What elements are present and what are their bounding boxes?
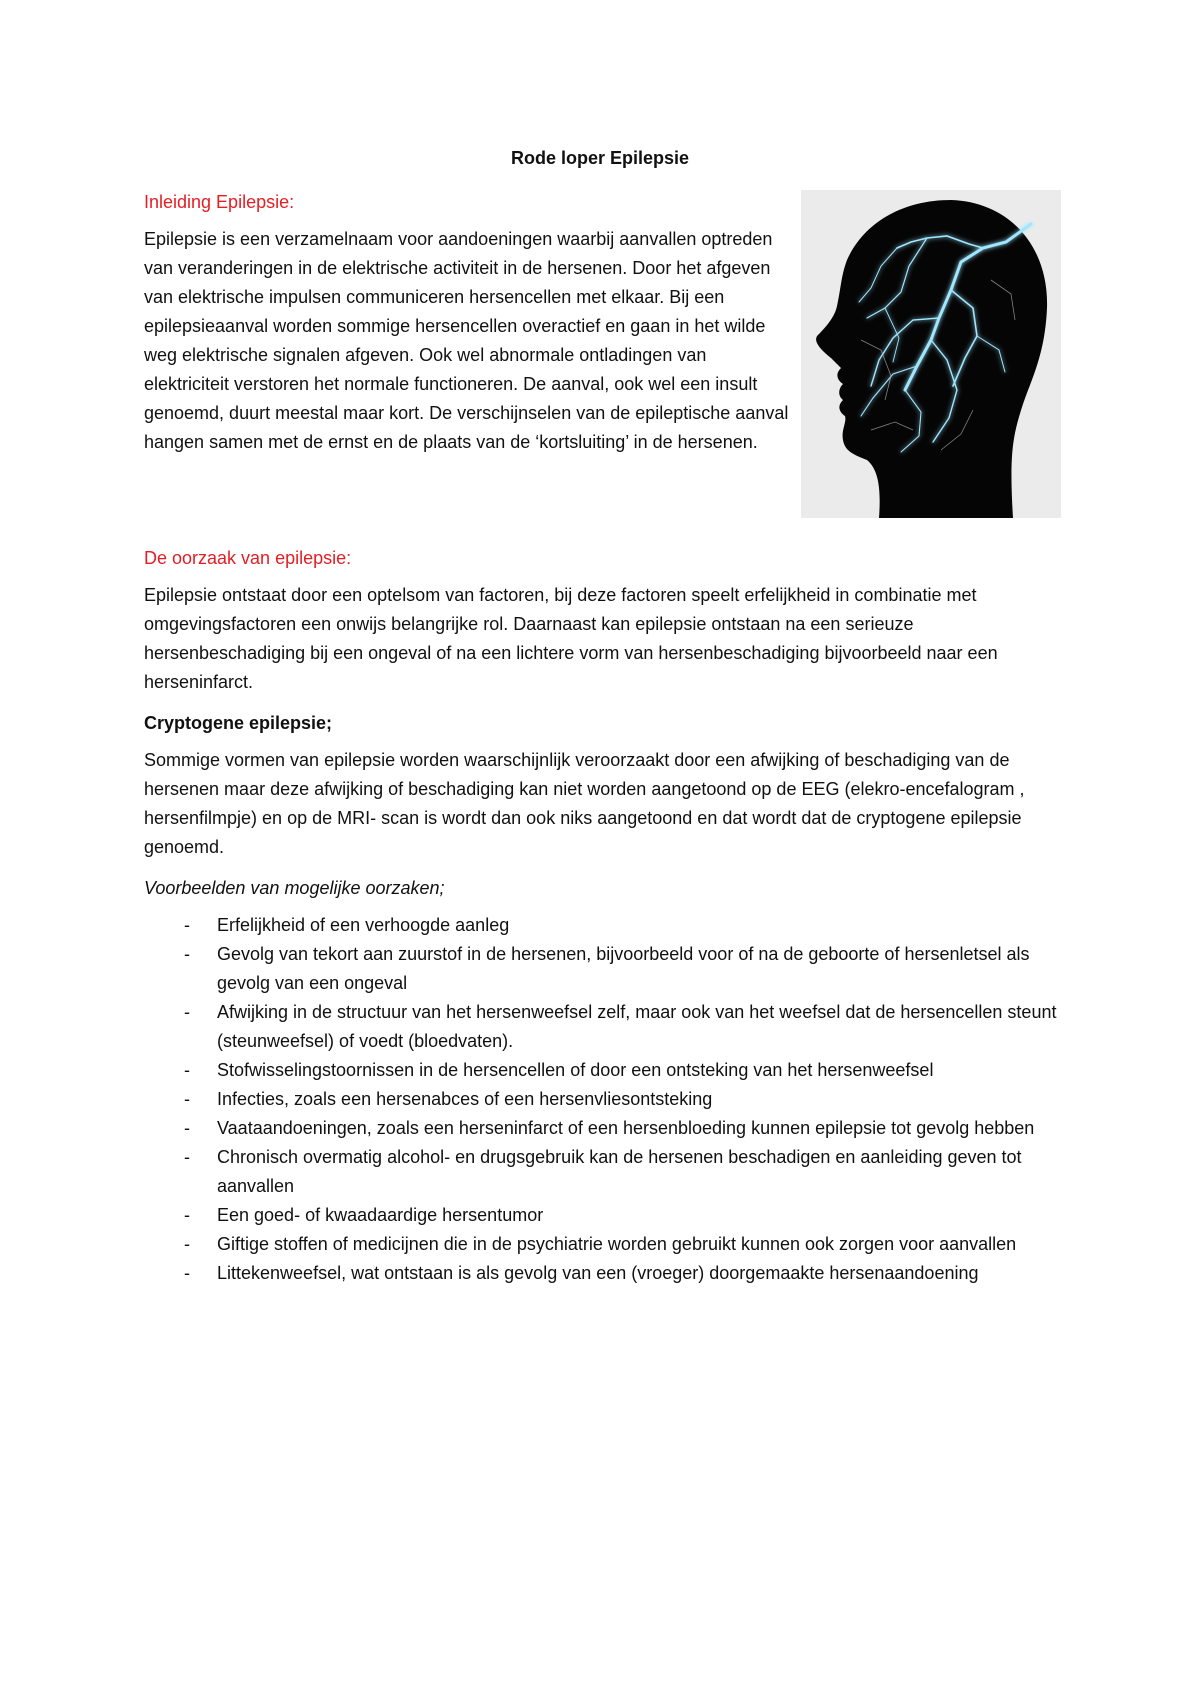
list-item: - Stofwisselingstoornissen in de hersencellen of door een ontsteking van het hersenweefsel — [144, 1056, 1064, 1085]
bullet-dash: - — [184, 915, 190, 935]
list-item: - Infecties, zoals een hersenabces of een hersenvliesontsteking — [144, 1085, 1064, 1114]
list-item: - Chronisch overmatig alcohol- en drugsgebruik kan de hersenen beschadigen en aanleiding geven tot aanvallen — [144, 1143, 1064, 1201]
bullet-dash: - — [184, 944, 190, 964]
list-item: - Giftige stoffen of medicijnen die in de psychiatrie worden gebruikt kunnen ook zorgen voor aanvallen — [144, 1230, 1064, 1259]
bullet-dash: - — [184, 1147, 190, 1167]
list-item: - Erfelijkheid of een verhoogde aanleg — [144, 911, 1064, 940]
intro-heading: Inleiding Epilepsie: — [144, 192, 295, 212]
examples-heading: Voorbeelden van mogelijke oorzaken; — [144, 878, 445, 898]
cause-heading: De oorzaak van epilepsie: — [144, 548, 352, 568]
intro-section — [144, 192, 794, 457]
list-item: - Littekenweefsel, wat ontstaan is als gevolg van een (vroeger) doorgemaakte hersenaandoening — [144, 1259, 1064, 1288]
bullet-dash: - — [184, 1234, 190, 1254]
bullet-dash: - — [184, 1118, 190, 1138]
intro-paragraph: Epilepsie is een verzamelnaam voor aandoeningen waarbij aanvallen optreden van veranderingen in de elektrische activiteit in de hersenen. Door het afgeven van elektrische impulsen communiceren hersencellen met elkaar. Bij een epilepsieaanval worden sommige hersencellen overactief en gaan in het wilde weg elektrische signalen afgeven. Ook wel abnormale ontladingen van elektriciteit verstoren het normale functioneren. De aanval, ook wel een insult genoemd, duurt meestal maar kort. De verschijnselen van de epileptische aanval hangen samen met de ernst en de plaats van de ‘kortsluiting’ in de hersenen. — [144, 229, 789, 452]
cause-paragraph: Epilepsie ontstaat door een optelsom van factoren, bij deze factoren speelt erfelijkheid in combinatie met omgevingsfactoren een onwijs belangrijke rol. Daarnaast kan epilepsie ontstaan na een serieuze hersenbeschadiging bij een ongeval of na een lichtere vorm van hersenbeschadiging bijvoorbeeld naar een herseninfarct. — [144, 585, 998, 692]
bullet-dash: - — [184, 1205, 190, 1225]
document-title: Rode loper Epilepsie — [510, 148, 690, 168]
cryptogenic-paragraph: Sommige vormen van epilepsie worden waarschijnlijk veroorzaakt door een afwijking of beschadiging van de hersenen maar deze afwijking of beschadiging kan niet worden aangetoond op de EEG (elekro-encefalogram , hersenfilmpje) en op de MRI- scan is wordt dan ook niks aangetoond en dat wordt dat de cryptogene epilepsie genoemd. — [144, 750, 1025, 857]
head-lightning-illustration — [801, 190, 1061, 518]
main-content — [144, 548, 1064, 1288]
bullet-dash: - — [184, 1089, 190, 1109]
list-item: - Een goed- of kwaadaardige hersentumor — [144, 1201, 1064, 1230]
bullet-dash: - — [184, 1002, 190, 1022]
list-item: - Afwijking in de structuur van het hersenweefsel zelf, maar ook van het weefsel dat de hersencellen steunt (steunweefsel) of voedt (bloedvaten). — [144, 998, 1064, 1056]
head-lightning-icon — [801, 190, 1061, 518]
bullet-dash: - — [184, 1263, 190, 1283]
list-item: - Gevolg van tekort aan zuurstof in de hersenen, bijvoorbeeld voor of na de geboorte of hersenletsel als gevolg van een ongeval — [144, 940, 1064, 998]
bullet-dash: - — [184, 1060, 190, 1080]
causes-list — [144, 911, 1064, 1288]
cryptogenic-heading: Cryptogene epilepsie; — [144, 713, 333, 733]
list-item: - Vaataandoeningen, zoals een herseninfarct of een hersenbloeding kunnen epilepsie tot gevolg hebben — [144, 1114, 1064, 1143]
